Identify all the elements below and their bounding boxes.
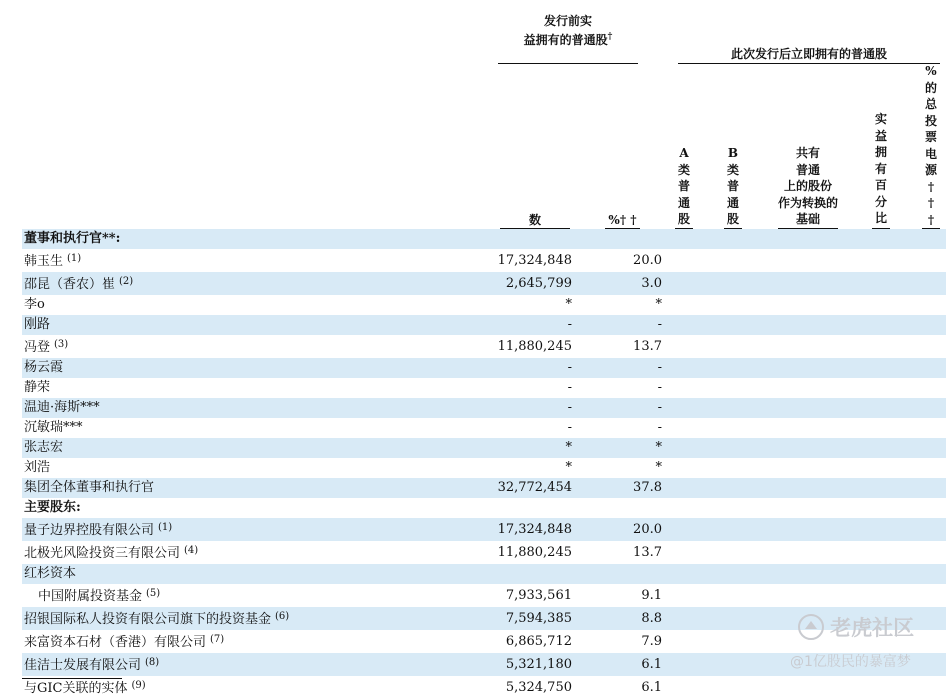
table-row (22, 458, 946, 478)
holder-name-cell (22, 272, 494, 295)
shares-percent-cell: - (572, 315, 666, 335)
watermark-logo (797, 612, 914, 642)
holder-name-cell (22, 478, 494, 498)
col-class-b-header (724, 145, 742, 228)
shares-number-cell: - (494, 358, 572, 378)
holder-name: 与GIC关联的实体 (24, 681, 128, 696)
holder-name-cell (22, 653, 494, 676)
holder-name-cell (22, 249, 494, 272)
footnote-ref: (1) (158, 522, 173, 533)
holder-name-cell (22, 398, 494, 418)
col-voting-char: 电 (924, 146, 937, 161)
col-voting-pct-header (922, 63, 940, 228)
dagger-mark: † (607, 32, 613, 42)
shares-percent-cell (572, 498, 666, 518)
table-row (22, 249, 946, 272)
footnote-ref: (6) (275, 611, 290, 622)
table-row (22, 398, 946, 418)
shares-percent-cell: 6.1 (572, 653, 666, 676)
col-voting-char: 源 (924, 163, 937, 177)
holder-name: 温迪·海斯*** (24, 400, 100, 415)
shares-number-cell (494, 229, 572, 249)
shares-number-cell: 7,933,561 (505, 587, 572, 603)
table-row (22, 478, 946, 498)
col-class-a-char: 类 (677, 162, 690, 177)
col-voting-char: 票 (924, 130, 937, 144)
shares-number-cell: 17,324,848 (494, 518, 572, 541)
shares-percent-cell: 8.8 (572, 607, 666, 630)
shares-number-cell: 17,324,848 (497, 252, 572, 268)
shares-percent-cell: - (572, 398, 666, 418)
col-beneficial-char: 比 (874, 211, 887, 225)
tiger-logo-icon (797, 613, 825, 641)
col-voting-char: 投 (924, 113, 937, 128)
col-class-a-char: 股 (677, 212, 690, 226)
holder-name-cell (22, 315, 494, 335)
shares-percent-cell: 20.0 (572, 518, 666, 541)
col-class-b-char: 普 (726, 179, 739, 193)
shares-percent-cell: 9.1 (641, 587, 662, 603)
holder-name-cell (22, 229, 494, 249)
col-class-a-char: 通 (677, 195, 690, 210)
col-voting-char: % (925, 64, 937, 78)
shares-number-cell: 5,324,750 (505, 679, 572, 695)
col-convertible-line: 基础 (795, 212, 820, 226)
holder-name: 董事和执行官**: (24, 231, 121, 246)
table-row (22, 378, 946, 398)
shares-number-cell: 2,645,799 (494, 272, 572, 295)
post-offering-cells (666, 295, 946, 315)
holder-name: 红杉资本 (24, 566, 77, 581)
holder-name: 中国附属投资基金 (38, 589, 143, 604)
shares-percent-cell: * (572, 438, 666, 458)
post-offering-cells (666, 272, 946, 295)
pre-offering-rule (498, 63, 638, 64)
holder-name-cell (22, 335, 494, 358)
shares-percent-cell: 6.1 (641, 679, 662, 695)
col-beneficial-char: 拥 (874, 145, 887, 159)
section-header-row (22, 498, 946, 518)
post-offering-cells (666, 358, 946, 378)
holder-name: 佳洁士发展有限公司 (24, 658, 142, 673)
shares-number-cell: * (494, 438, 572, 458)
holder-name: 张志宏 (24, 440, 64, 455)
holder-name: 邵昆（香农）崔 (24, 277, 116, 292)
shares-percent-cell (572, 229, 666, 249)
table-row (22, 295, 946, 315)
post-offering-header: 此次发行后立即拥有的普通股 (730, 47, 887, 61)
holder-name-cell (22, 518, 494, 541)
post-offering-cells (666, 478, 946, 498)
shares-percent-cell: 7.9 (641, 633, 662, 649)
shares-number-cell: 7,594,385 (494, 607, 572, 630)
col-class-b-char: B (727, 146, 739, 160)
shares-number-cell: * (565, 460, 572, 475)
shares-percent-cell (572, 564, 666, 584)
shares-number-cell: 11,880,245 (497, 544, 572, 560)
post-offering-cells (666, 584, 946, 607)
col-class-b-char: 通 (726, 195, 739, 210)
table-row (22, 518, 946, 541)
footnote-ref: (8) (145, 657, 160, 668)
table-row (22, 315, 946, 335)
pre-offering-header (498, 13, 638, 48)
holder-name-cell (22, 541, 494, 564)
footnote-ref: (7) (210, 634, 225, 645)
holder-name: 集团全体董事和执行官 (24, 480, 155, 495)
col-voting-char: † (927, 196, 935, 210)
col-convertible-line: 上的股份 (783, 179, 832, 193)
holder-name: 韩玉生 (24, 254, 64, 269)
holder-name-cell (22, 378, 494, 398)
footnote-ref: (2) (119, 276, 134, 287)
pre-offering-header-line1: 发行前实 (543, 14, 592, 28)
footnote-ref: (4) (184, 545, 199, 556)
shares-percent-cell: 3.0 (572, 272, 666, 295)
post-offering-rule (678, 63, 940, 64)
shares-number-cell: 6,865,712 (505, 633, 572, 649)
col-beneficial-char: 有 (874, 161, 887, 176)
post-offering-cells (666, 438, 946, 458)
shares-number-cell: - (567, 420, 572, 435)
shares-percent-cell: 20.0 (633, 252, 662, 268)
holder-name-cell (22, 438, 494, 458)
watermark-brand: 老虎社区 (830, 616, 915, 640)
col-convertible-header (768, 145, 848, 228)
shares-percent-cell: 37.8 (572, 478, 666, 498)
shares-number-cell: * (565, 297, 572, 312)
col-beneficial-char: 分 (874, 194, 887, 209)
footnote-ref: (1) (67, 253, 82, 264)
shares-number-cell: 5,321,180 (494, 653, 572, 676)
shares-number-cell (494, 564, 572, 584)
col-pct-header: %† † (608, 213, 637, 227)
shares-percent-cell: 13.7 (633, 338, 662, 354)
post-offering-cells (666, 378, 946, 398)
col-class-b-char: 股 (726, 212, 739, 226)
col-voting-char: † (927, 212, 935, 227)
holder-name-cell (22, 458, 494, 478)
col-beneficial-char: 百 (874, 178, 887, 192)
pre-offering-header-line2: 益拥有的普通股 (523, 33, 608, 47)
footnote-ref: (9) (131, 680, 146, 691)
col-voting-char: 总 (924, 97, 937, 111)
holder-name: 李o (24, 297, 45, 312)
col-convertible-line: 普通 (795, 162, 820, 177)
col-number-header: 数 (528, 213, 541, 227)
table-row (22, 438, 946, 458)
col-beneficial-char: 益 (874, 128, 887, 143)
holder-name: 来富资本石材（香港）有限公司 (24, 635, 207, 650)
post-offering-cells (666, 418, 946, 438)
shares-number-cell: - (494, 315, 572, 335)
holder-name-cell (22, 358, 494, 378)
watermark-user: @1亿股民的暴富梦 (790, 654, 911, 670)
holder-name: 主要股东: (24, 500, 81, 515)
post-offering-cells (666, 518, 946, 541)
col-convertible-line: 共有 (795, 146, 820, 160)
holder-name: 冯登 (24, 340, 51, 355)
holder-name: 杨云霞 (24, 360, 64, 375)
shares-percent-cell: - (657, 420, 662, 435)
table-row (22, 541, 946, 564)
post-offering-cells (666, 564, 946, 584)
shares-number-cell: 32,772,454 (494, 478, 572, 498)
post-offering-cells (666, 315, 946, 335)
shares-percent-cell: 13.7 (633, 544, 662, 560)
col-class-a-header (675, 145, 693, 228)
shares-percent-cell: - (657, 380, 662, 395)
holder-name: 静荣 (24, 380, 51, 395)
col-class-a-char: 普 (677, 179, 690, 193)
footnote-ref: (3) (54, 339, 69, 350)
shares-number-cell: 11,880,245 (497, 338, 572, 354)
post-offering-cells (666, 398, 946, 418)
post-offering-cells (666, 676, 946, 699)
col-class-a-char: A (679, 146, 689, 160)
shares-percent-cell: - (572, 358, 666, 378)
holder-name-cell (22, 418, 494, 438)
shares-number-cell (494, 498, 572, 518)
col-beneficial-char: 实 (874, 112, 887, 126)
col-voting-char: † (927, 179, 935, 194)
table-row (22, 358, 946, 378)
table-row (22, 564, 946, 584)
shares-number-cell: - (494, 398, 572, 418)
section-header-row (22, 229, 946, 249)
holder-name: 沉敏瑞*** (24, 420, 83, 435)
holder-name-cell (22, 630, 494, 653)
post-offering-cells (666, 498, 946, 518)
table-row (22, 418, 946, 438)
holder-name-cell (22, 676, 494, 699)
col-class-b-char: 类 (726, 162, 739, 177)
footnote-ref: (5) (146, 588, 161, 599)
post-offering-cells (666, 229, 946, 249)
holder-name: 量子边界控股有限公司 (24, 523, 155, 538)
footnote-rule (22, 678, 122, 679)
holder-name-cell (22, 607, 494, 630)
col-convertible-line: 作为转换的 (777, 195, 838, 210)
post-offering-cells (666, 541, 946, 564)
table-row (22, 335, 946, 358)
col-beneficial-pct-header (872, 111, 890, 227)
holder-name-cell (22, 584, 494, 607)
holder-name-cell (22, 564, 494, 584)
holder-name: 招银国际私人投资有限公司旗下的投资基金 (24, 612, 272, 627)
holder-name: 刘浩 (24, 460, 51, 475)
holder-name-cell (22, 295, 494, 315)
shares-percent-cell: * (655, 460, 662, 475)
holder-name: 刚路 (24, 317, 51, 332)
table-row (22, 676, 946, 699)
post-offering-cells (666, 458, 946, 478)
shares-percent-cell: * (655, 297, 662, 312)
table-row (22, 272, 946, 295)
table-row (22, 584, 946, 607)
col-voting-char: 的 (924, 80, 937, 95)
shares-number-cell: - (567, 380, 572, 395)
post-offering-cells (666, 249, 946, 272)
holder-name-cell (22, 498, 494, 518)
pre-offering-header-line2-wrap (498, 29, 638, 48)
holder-name: 北极光风险投资三有限公司 (24, 546, 181, 561)
post-offering-cells (666, 335, 946, 358)
